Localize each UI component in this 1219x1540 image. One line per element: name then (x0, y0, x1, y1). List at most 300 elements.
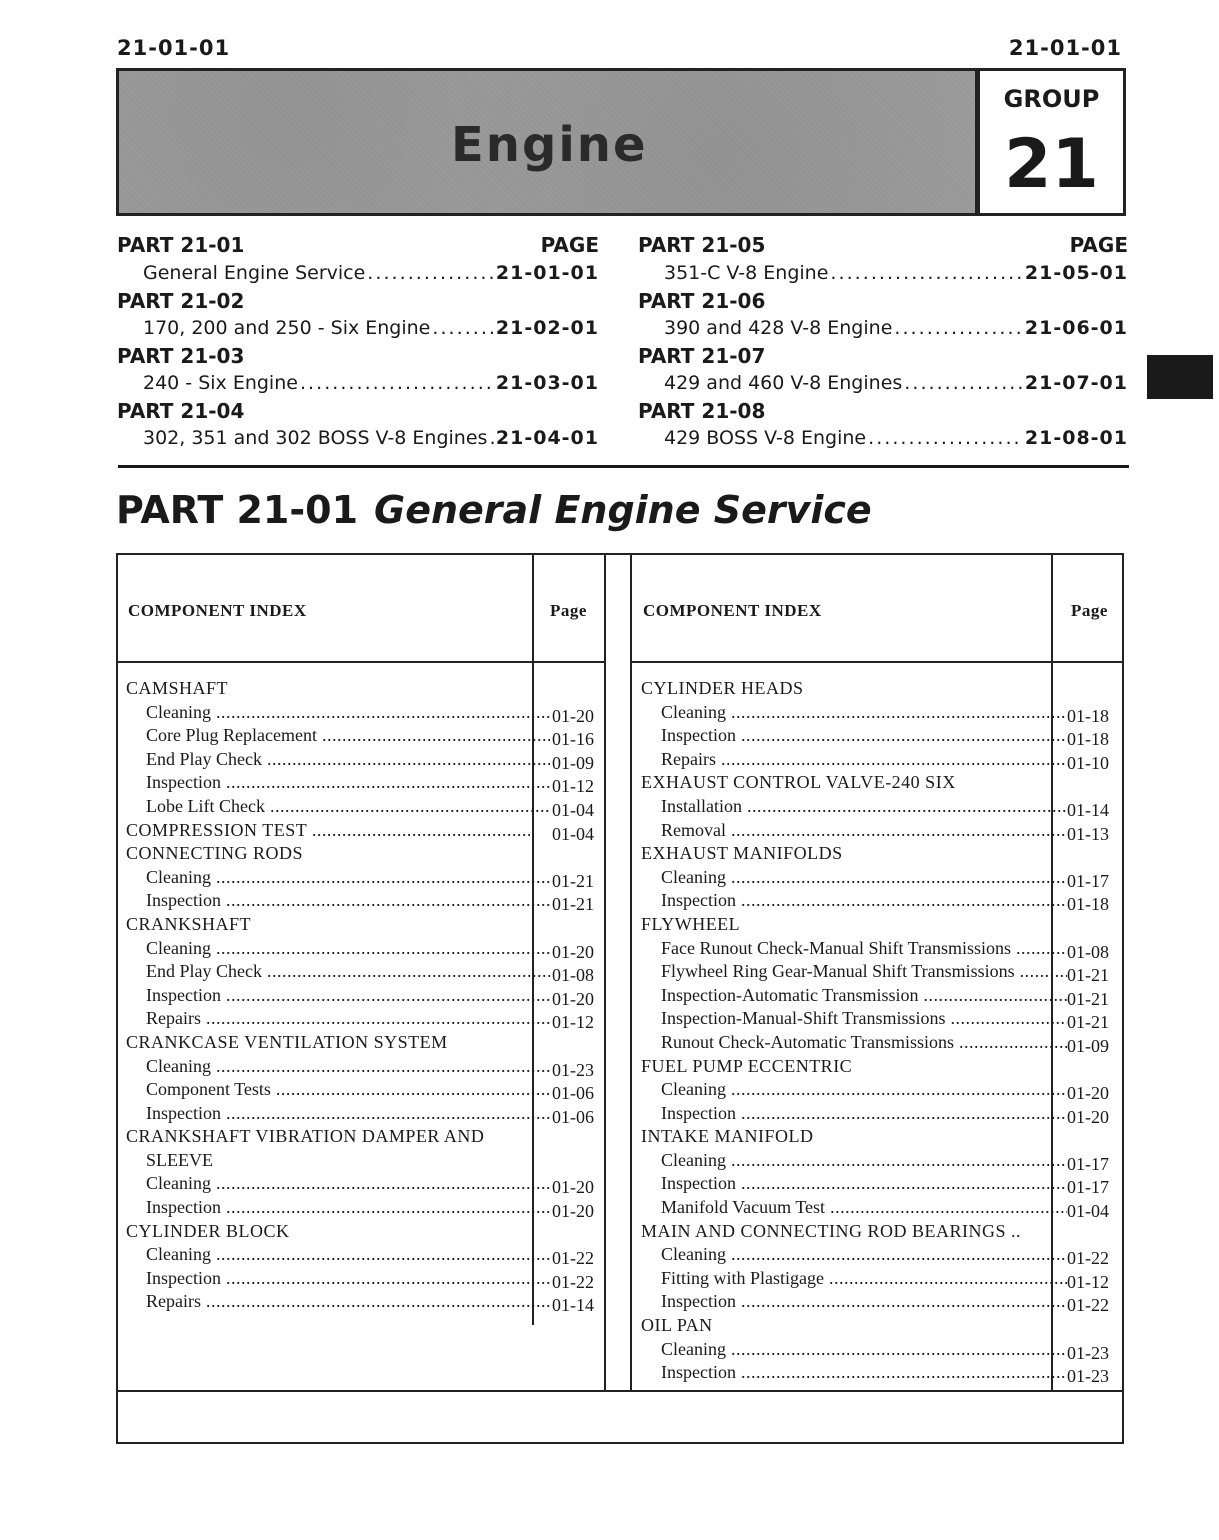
toc-part-label: PART 21-02 (117, 289, 245, 313)
left-index-list (126, 677, 600, 1314)
banner-title: Engine (451, 117, 648, 173)
index-leader (726, 867, 1067, 887)
left-page-header: Page (550, 601, 587, 620)
toc-leader (894, 315, 1023, 342)
toc-entry-page: 21-06-01 (1024, 317, 1128, 339)
index-leader (726, 1150, 1067, 1170)
index-heading (126, 819, 530, 843)
index-leader (262, 961, 550, 981)
index-entry-text: CYLINDER BLOCK (126, 1220, 290, 1241)
index-entry-page: 01-20 (552, 1201, 594, 1222)
index-subentry (641, 937, 1067, 961)
index-subentry (126, 1267, 550, 1291)
toc-part-label: PART 21-06 (638, 289, 766, 313)
index-heading (126, 842, 530, 866)
index-row (641, 1220, 1119, 1244)
index-row (641, 1196, 1119, 1220)
index-row (126, 771, 600, 795)
index-entry-text: Cleaning (146, 937, 211, 958)
index-leader (221, 890, 550, 910)
index-entry-text: Cleaning (146, 1244, 211, 1265)
index-entry-text: CRANKCASE VENTILATION SYSTEM (126, 1031, 448, 1052)
index-entry-text: Repairs (146, 1008, 201, 1029)
index-entry-text: Inspection (661, 890, 736, 911)
index-entry-page: 01-10 (1067, 752, 1109, 773)
index-row (126, 701, 600, 725)
index-heading (641, 1220, 1047, 1244)
index-row (126, 960, 600, 984)
index-leader (1015, 961, 1067, 981)
index-subentry (126, 1196, 550, 1220)
index-entry-page: 01-22 (552, 1248, 594, 1269)
index-entry-text: Inspection (146, 772, 221, 793)
index-entry-text: Cleaning (146, 1055, 211, 1076)
index-row (641, 1314, 1119, 1338)
index-entry-page: 01-21 (1067, 988, 1109, 1009)
index-row (126, 984, 600, 1008)
index-subentry (641, 866, 1067, 890)
index-entry-text: Inspection-Manual-Shift Transmissions (661, 1008, 946, 1029)
index-entry-text: Face Runout Check-Manual Shift Transmissions (661, 937, 1011, 958)
index-heading (126, 677, 530, 701)
index-subentry (641, 1007, 1067, 1031)
index-heading (641, 677, 1047, 701)
index-row (126, 889, 600, 913)
index-subentry (641, 889, 1067, 913)
index-leader (201, 1008, 550, 1028)
index-subentry (126, 960, 550, 984)
index-entry-page: 01-21 (1067, 965, 1109, 986)
index-entry-page: 01-23 (1067, 1366, 1109, 1387)
toc-entry-title: 170, 200 and 250 - Six Engine (143, 317, 431, 339)
toc-entry-title: General Engine Service (143, 262, 366, 284)
toc-head-row (117, 230, 599, 260)
index-entry-text: Cleaning (146, 866, 211, 887)
footer-rule (118, 1390, 1124, 1392)
index-entry-page: 01-04 (552, 799, 594, 820)
index-row (126, 1078, 600, 1102)
index-row (126, 1031, 600, 1055)
index-subentry (126, 795, 550, 819)
index-subentry (641, 748, 1067, 772)
index-leader (736, 725, 1067, 745)
index-row (126, 795, 600, 819)
toc-left-column (117, 230, 599, 452)
index-entry-text: Cleaning (661, 1244, 726, 1265)
index-leader (726, 1079, 1067, 1099)
index-entry-page: 01-12 (1067, 1271, 1109, 1292)
index-subentry (641, 1078, 1067, 1102)
index-heading (641, 1055, 1047, 1079)
index-row (126, 748, 600, 772)
toc-entry-page: 21-03-01 (495, 372, 599, 394)
index-row (641, 1125, 1119, 1149)
index-leader (262, 749, 550, 769)
index-row (641, 913, 1119, 937)
index-row (641, 1007, 1119, 1031)
index-entry-text: Inspection (146, 984, 221, 1005)
index-leader (211, 1173, 550, 1193)
index-row (126, 866, 600, 890)
index-leader (265, 796, 550, 816)
index-entry-text: CYLINDER HEADS (641, 678, 804, 698)
index-entry-text: Core Plug Replacement (146, 725, 317, 746)
index-entry-text: Cleaning (661, 866, 726, 887)
index-entry-text: Cleaning (661, 1149, 726, 1170)
index-entry-text: Cleaning (661, 1079, 726, 1100)
index-entry-text: EXHAUST CONTROL VALVE-240 SIX (641, 772, 956, 793)
index-row (641, 1149, 1119, 1173)
index-entry-text: Inspection (661, 1291, 736, 1312)
index-entry-text: Component Tests (146, 1079, 271, 1100)
index-heading (641, 1125, 1047, 1149)
section-tab-marker (1147, 355, 1213, 399)
index-entry-page: 01-20 (1067, 1106, 1109, 1127)
index-entry-text: Inspection (661, 725, 736, 746)
index-subentry (126, 771, 550, 795)
index-entry-page: 01-22 (1067, 1295, 1109, 1316)
index-entry-text: Inspection (661, 1362, 736, 1383)
index-entry-page: 01-18 (1067, 729, 1109, 750)
index-subentry (126, 984, 550, 1008)
index-leader (211, 1056, 550, 1076)
left-component-index-header: COMPONENT INDEX (128, 601, 307, 620)
toc-entry-page: 21-04-01 (495, 427, 599, 449)
index-entry-text: INTAKE MANIFOLD (641, 1126, 814, 1147)
header-rule (118, 661, 604, 663)
index-subentry (126, 1290, 550, 1314)
index-leader (736, 1362, 1067, 1382)
index-entry-text: Fitting with Plastigage (661, 1267, 825, 1288)
index-entry-text: End Play Check (146, 748, 262, 769)
index-row (641, 1078, 1119, 1102)
group-number: 21 (1004, 125, 1099, 204)
index-entry-text: Manifold Vacuum Test (661, 1197, 826, 1218)
index-entry-text: Runout Check-Automatic Transmissions (661, 1031, 955, 1052)
toc-part-label: PART 21-05 (638, 233, 766, 257)
index-subentry (126, 937, 550, 961)
index-subentry (126, 1007, 550, 1031)
index-row (641, 1055, 1119, 1079)
toc-entry-title: 429 BOSS V-8 Engine (664, 427, 867, 449)
index-leader (742, 796, 1067, 816)
toc-part-label: PART 21-01 (117, 233, 245, 257)
index-row (126, 1149, 600, 1173)
index-entry-page: 01-06 (552, 1106, 594, 1127)
index-leader (824, 1268, 1067, 1288)
toc-entry (117, 425, 599, 452)
right-page-header: Page (1071, 601, 1108, 620)
index-entry-text: Inspection (146, 1267, 221, 1288)
toc-part-label: PART 21-04 (117, 399, 245, 423)
index-entry-page: 01-23 (1067, 1342, 1109, 1363)
index-entry-text: Inspection (661, 1102, 736, 1123)
index-entry-text: CONNECTING RODS (126, 843, 304, 864)
index-subentry (641, 1290, 1067, 1314)
index-entry-page: 01-06 (552, 1083, 594, 1104)
index-leader (736, 1173, 1067, 1193)
index-entry-page: 01-20 (1067, 1083, 1109, 1104)
index-entry-page: 01-18 (1067, 705, 1109, 726)
toc-leader (300, 370, 494, 397)
index-entry-text: Cleaning (661, 701, 726, 722)
index-subentry (641, 1361, 1067, 1385)
index-entry-page: 01-17 (1067, 870, 1109, 891)
index-row (641, 937, 1119, 961)
index-entry-text: CAMSHAFT (126, 678, 229, 698)
index-leader (726, 820, 1067, 840)
index-row (126, 842, 600, 866)
index-subentry (641, 701, 1067, 725)
index-row (126, 937, 600, 961)
index-row (126, 1243, 600, 1267)
toc-entry (117, 370, 599, 397)
index-subentry (641, 1172, 1067, 1196)
page-code-right: 21-01-01 (1008, 36, 1122, 60)
group-box (978, 68, 1126, 216)
toc-entry-page: 21-08-01 (1024, 427, 1128, 449)
index-entry-page: 01-08 (1067, 941, 1109, 962)
toc-entry (638, 315, 1128, 342)
index-subentry (126, 1243, 550, 1267)
index-entry-page: 01-04 (552, 823, 594, 844)
index-row (641, 889, 1119, 913)
index-row (641, 748, 1119, 772)
index-leader (211, 938, 550, 958)
index-entry-text: Inspection (146, 1102, 221, 1123)
index-subentry (126, 866, 550, 890)
index-leader (1011, 938, 1067, 958)
index-leader (736, 890, 1067, 910)
index-row (126, 1290, 600, 1314)
index-subentry (641, 1149, 1067, 1173)
index-entry-page: 01-22 (1067, 1248, 1109, 1269)
index-subentry (641, 960, 1067, 984)
index-subentry (641, 1196, 1067, 1220)
index-subentry (126, 1102, 550, 1126)
divider (118, 465, 1129, 468)
index-row (641, 960, 1119, 984)
index-entry-text: Repairs (661, 748, 716, 769)
index-entry-page: 01-16 (552, 729, 594, 750)
index-row (641, 866, 1119, 890)
index-row (126, 1102, 600, 1126)
toc-leader (830, 260, 1022, 287)
index-row (641, 984, 1119, 1008)
index-leader (221, 1197, 550, 1217)
component-index-table (116, 553, 1124, 1444)
toc-leader (489, 425, 493, 452)
index-entry-page: 01-20 (552, 1177, 594, 1198)
index-subentry (641, 1102, 1067, 1126)
toc-entry (638, 425, 1128, 452)
index-row (126, 1172, 600, 1196)
index-row (641, 1243, 1119, 1267)
index-entry-text: Lobe Lift Check (146, 795, 265, 816)
index-entry-page: 01-12 (552, 1012, 594, 1033)
index-subentry (641, 1243, 1067, 1267)
index-subentry (641, 724, 1067, 748)
index-row (641, 1290, 1119, 1314)
index-heading (641, 913, 1047, 937)
index-entry-text: FLYWHEEL (641, 913, 741, 934)
toc-page-label: PAGE (540, 233, 599, 257)
index-entry-text: Inspection (661, 1173, 736, 1194)
index-subentry (641, 1338, 1067, 1362)
index-leader (825, 1197, 1067, 1217)
index-leader (954, 1032, 1067, 1052)
index-row (641, 1338, 1119, 1362)
index-heading (126, 1031, 530, 1055)
index-entry-page: 01-20 (552, 705, 594, 726)
toc-page-label: PAGE (1069, 233, 1128, 257)
index-subentry (126, 1055, 550, 1079)
index-entry-page: 01-09 (1067, 1035, 1109, 1056)
toc-entry (638, 260, 1128, 287)
index-leader (919, 985, 1068, 1005)
part-heading-number: PART 21-01 (116, 488, 359, 532)
index-entry-text: End Play Check (146, 961, 262, 982)
index-subentry (126, 1172, 550, 1196)
index-row (126, 1125, 600, 1149)
index-subentry (641, 1031, 1067, 1055)
index-entry-text: COMPRESSION TEST (126, 819, 307, 840)
group-label: GROUP (1003, 85, 1100, 113)
index-entry-page: 01-14 (1067, 799, 1109, 820)
index-entry-text: Inspection-Automatic Transmission (661, 984, 919, 1005)
index-heading (641, 842, 1047, 866)
index-leader (736, 1103, 1067, 1123)
index-entry-page: 01-09 (552, 752, 594, 773)
index-row (126, 1267, 600, 1291)
index-row (126, 819, 600, 843)
index-entry-text: Cleaning (146, 1173, 211, 1194)
index-heading (641, 1314, 1047, 1338)
index-leader (211, 702, 550, 722)
index-row (641, 771, 1119, 795)
index-heading (126, 1220, 530, 1244)
index-leader (726, 1244, 1067, 1264)
section-banner (116, 68, 978, 216)
index-entry-page: 01-17 (1067, 1177, 1109, 1198)
toc-entry-title: 240 - Six Engine (143, 372, 298, 394)
index-entry-page: 01-21 (552, 870, 594, 891)
index-entry-text: CRANKSHAFT VIBRATION DAMPER AND (126, 1126, 485, 1147)
toc-entry-page: 21-07-01 (1024, 372, 1128, 394)
index-row (641, 1031, 1119, 1055)
index-leader (221, 772, 550, 792)
index-leader (201, 1291, 550, 1311)
index-entry-page: 01-23 (552, 1059, 594, 1080)
index-leader (221, 985, 550, 1005)
index-leader (211, 867, 550, 887)
toc-part-label: PART 21-07 (638, 344, 766, 368)
index-entry-text: MAIN AND CONNECTING ROD BEARINGS .. (641, 1220, 1022, 1241)
index-row (126, 677, 600, 701)
index-row (641, 1361, 1119, 1385)
part-heading (116, 488, 872, 532)
index-entry-text: Cleaning (146, 701, 211, 722)
index-entry-text: OIL PAN (641, 1315, 713, 1336)
index-heading (126, 1149, 550, 1173)
toc-entry-title: 390 and 428 V-8 Engine (664, 317, 893, 339)
index-row (126, 1220, 600, 1244)
index-entry-page: 01-12 (552, 776, 594, 797)
toc-leader (868, 425, 1023, 452)
index-leader (736, 1291, 1067, 1311)
index-leader (726, 702, 1067, 722)
index-row (641, 1267, 1119, 1291)
index-leader (726, 1339, 1067, 1359)
toc-entry-page: 21-05-01 (1024, 262, 1128, 284)
index-leader (716, 749, 1067, 769)
index-entry-text: Inspection (146, 1197, 221, 1218)
index-entry-text: CRANKSHAFT (126, 913, 252, 934)
index-row (641, 724, 1119, 748)
index-entry-page: 01-18 (1067, 894, 1109, 915)
index-entry-text: Inspection (146, 890, 221, 911)
index-row (641, 795, 1119, 819)
index-subentry (126, 889, 550, 913)
index-entry-page: 01-21 (552, 894, 594, 915)
toc-entry-page: 21-02-01 (495, 317, 599, 339)
page-code-left: 21-01-01 (117, 36, 231, 60)
index-entry-page: 01-13 (1067, 823, 1109, 844)
index-row (641, 819, 1119, 843)
index-entry-page: 01-14 (552, 1295, 594, 1316)
index-row (641, 677, 1119, 701)
index-subentry (126, 724, 550, 748)
index-heading (126, 913, 530, 937)
index-heading (126, 1125, 530, 1149)
index-entry-text: EXHAUST MANIFOLDS (641, 843, 843, 864)
toc-leader (367, 260, 494, 287)
index-leader (221, 1268, 550, 1288)
toc-leader (904, 370, 1023, 397)
index-row (126, 1055, 600, 1079)
index-entry-text: Removal (661, 819, 726, 840)
right-index-list (641, 677, 1119, 1385)
toc-part-label: PART 21-03 (117, 344, 245, 368)
column-divider (630, 555, 632, 1390)
index-row (126, 1196, 600, 1220)
index-entry-page: 01-17 (1067, 1153, 1109, 1174)
toc-entry (117, 260, 599, 287)
index-entry-text: Installation (661, 795, 742, 816)
column-divider (604, 555, 606, 1390)
header-rule (630, 661, 1124, 663)
index-subentry (641, 1267, 1067, 1291)
index-leader (211, 1244, 550, 1264)
toc-entry-title: 302, 351 and 302 BOSS V-8 Engines (143, 427, 488, 449)
part-heading-title: General Engine Service (374, 488, 872, 532)
index-subentry (641, 795, 1067, 819)
index-leader (946, 1008, 1067, 1028)
toc-entry-title: 429 and 460 V-8 Engines (664, 372, 903, 394)
index-row (126, 1007, 600, 1031)
index-subentry (641, 984, 1067, 1008)
index-heading (641, 771, 1047, 795)
toc-right-column (638, 230, 1128, 452)
index-entry-page: 01-04 (1067, 1201, 1109, 1222)
index-subentry (641, 819, 1067, 843)
index-subentry (126, 1078, 550, 1102)
toc-entry-title: 351-C V-8 Engine (664, 262, 829, 284)
right-component-index-header: COMPONENT INDEX (643, 601, 822, 620)
toc-head-row (638, 230, 1128, 260)
toc-leader (432, 315, 494, 342)
index-leader (317, 725, 550, 745)
